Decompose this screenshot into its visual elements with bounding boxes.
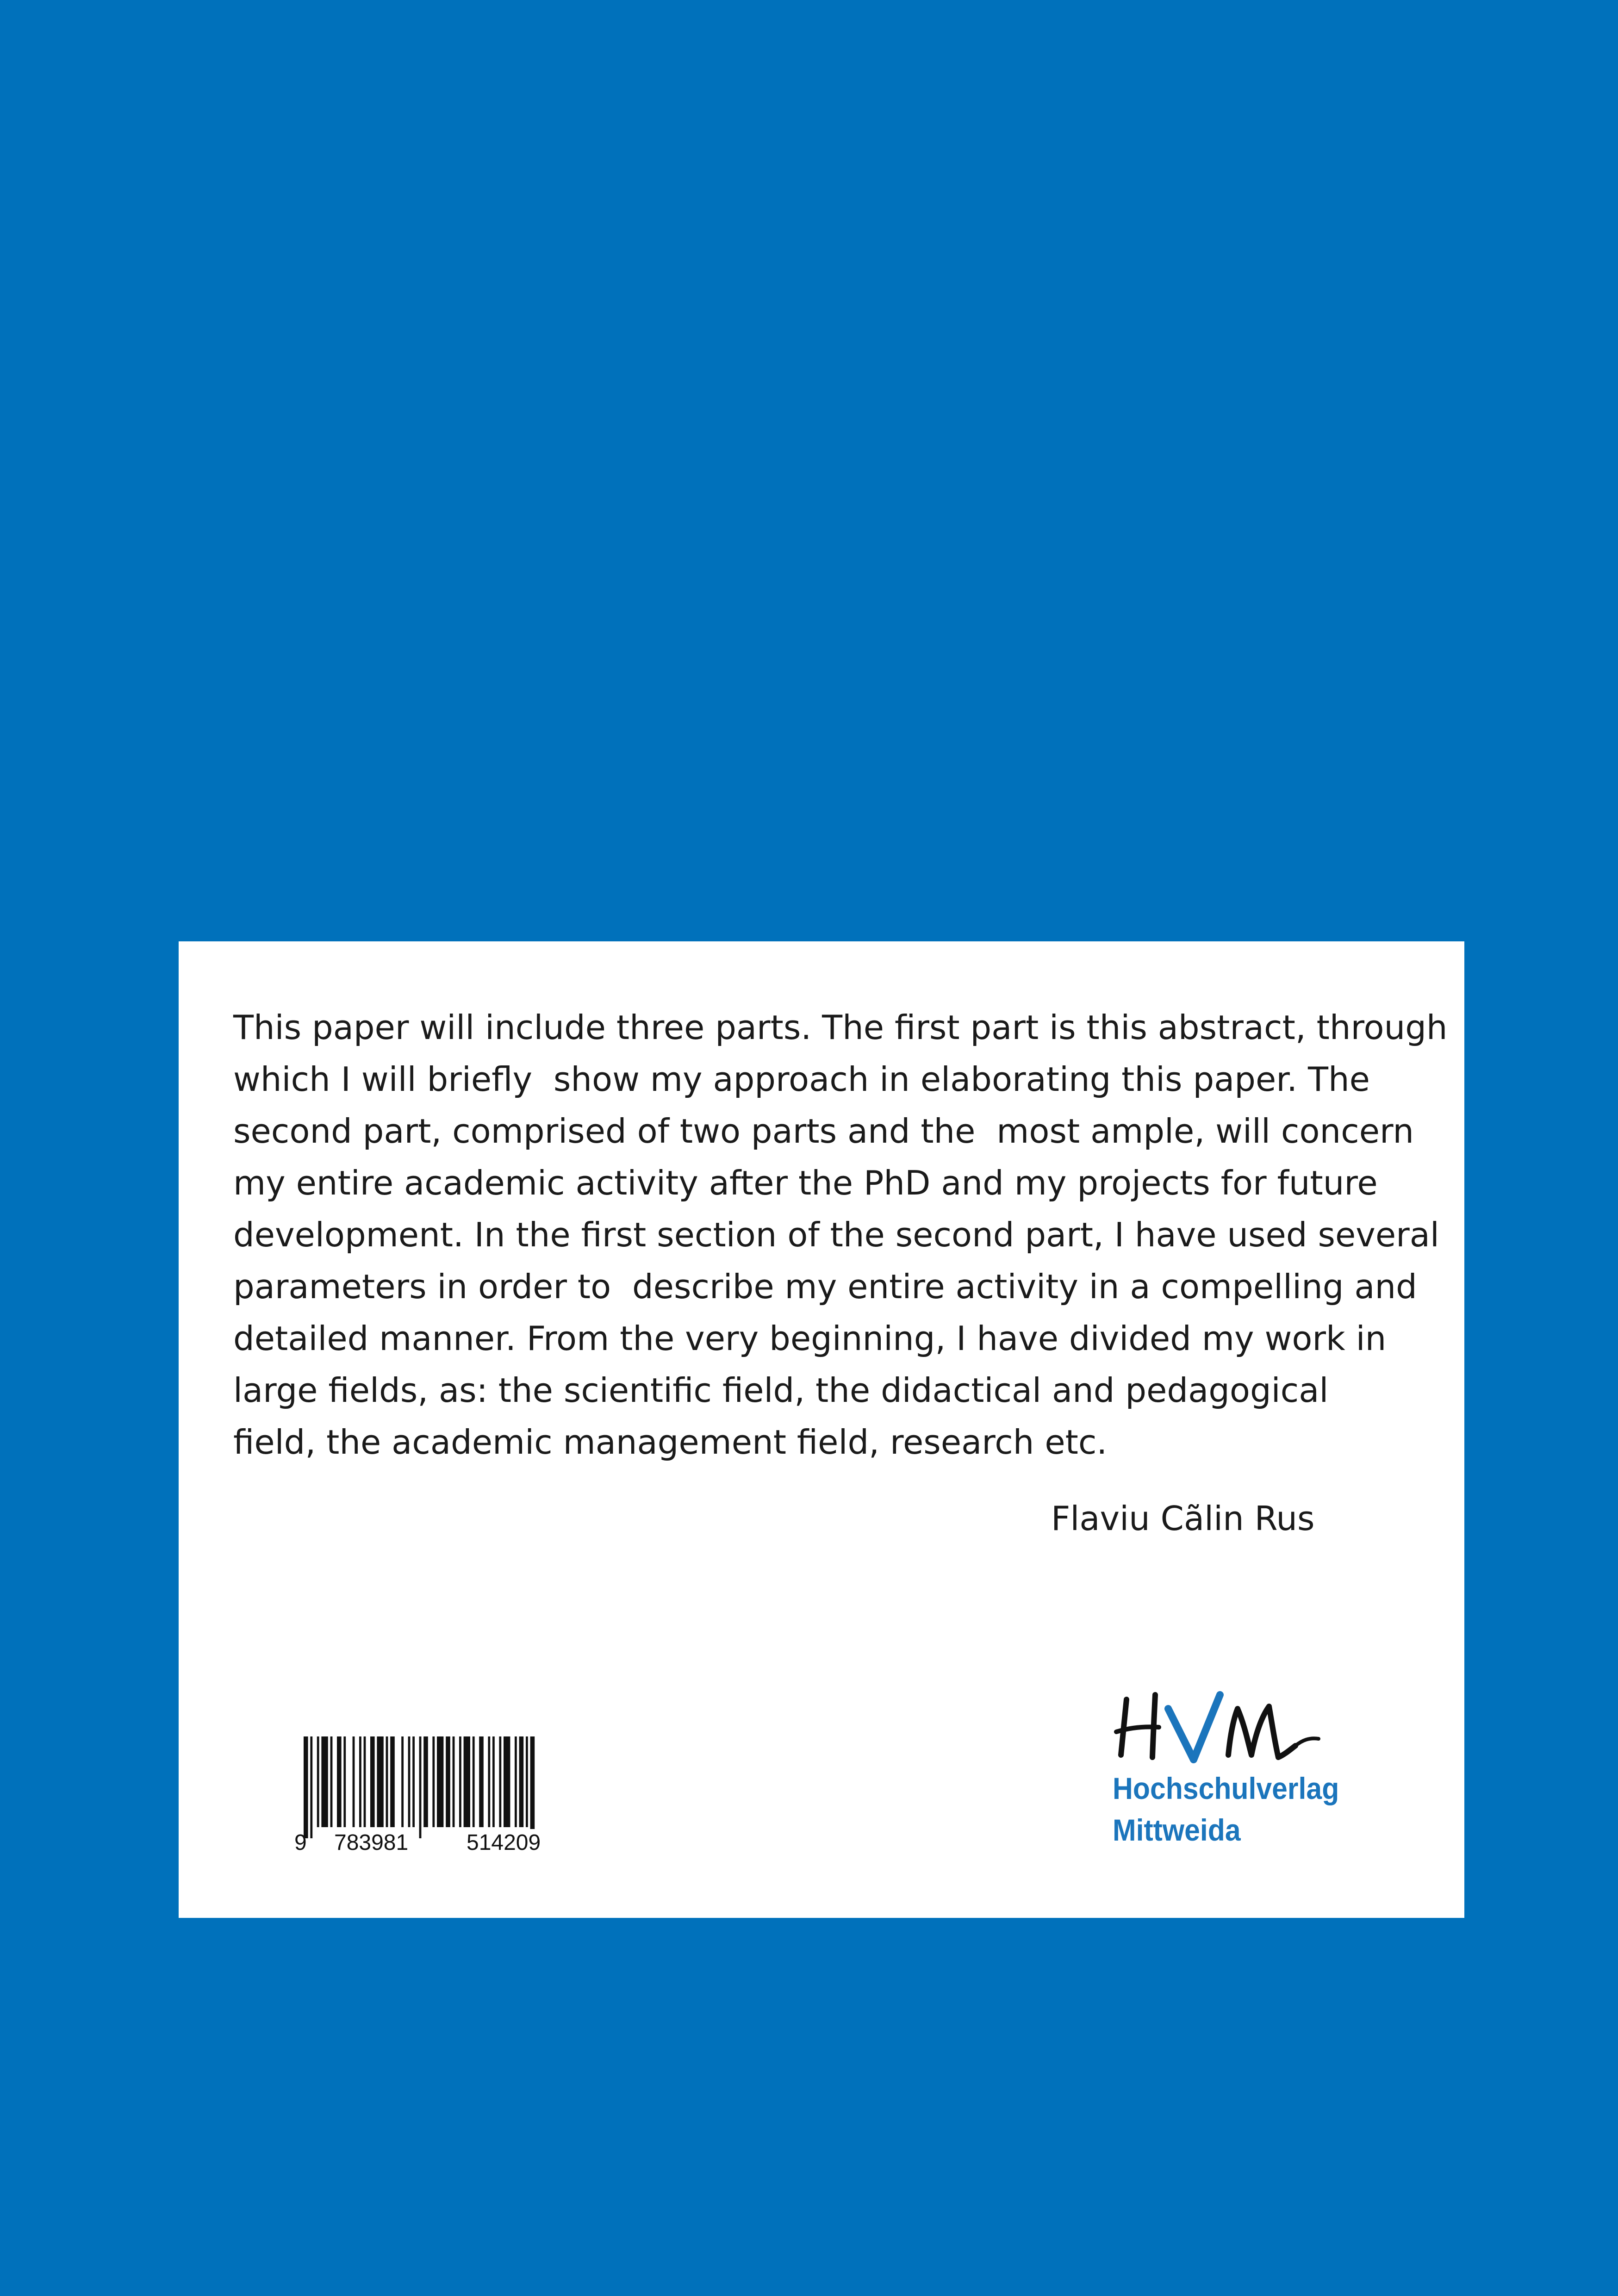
barcode-bar	[526, 1736, 528, 1827]
barcode-digit-group-1: 783981	[332, 1829, 410, 1857]
barcode-bar	[492, 1736, 495, 1827]
barcode-bar	[479, 1736, 484, 1827]
barcode-bar	[337, 1736, 342, 1827]
barcode-bar	[504, 1736, 510, 1827]
author-name: Flaviu Cãlin Rus	[1051, 1499, 1315, 1538]
barcode-bar	[453, 1736, 455, 1827]
hvm-logo-icon	[1113, 1681, 1326, 1769]
barcode-bar	[515, 1736, 517, 1827]
barcode-bar	[408, 1736, 411, 1827]
abstract-line: detailed manner. From the very beginning, I have divided my work in	[233, 1319, 1387, 1358]
barcode-bar	[310, 1736, 312, 1838]
barcode-bar	[353, 1736, 355, 1827]
barcode-bar	[519, 1736, 524, 1827]
publisher-name-line2: Mittweida	[1113, 1813, 1241, 1847]
abstract-line: This paper will include three parts. The first part is this abstract, through	[233, 1008, 1448, 1047]
barcode-bar	[317, 1736, 319, 1827]
barcode-bar	[390, 1736, 395, 1827]
abstract-text	[233, 1002, 1448, 1468]
abstract-line: field, the academic management field, research etc.	[233, 1423, 1108, 1462]
barcode-bar	[437, 1736, 443, 1827]
barcode-bar	[370, 1736, 375, 1827]
barcode-bar	[419, 1736, 422, 1838]
barcode-bar	[488, 1736, 490, 1827]
barcode-bar	[473, 1736, 475, 1827]
barcode-bar	[432, 1736, 435, 1827]
abstract-panel	[179, 941, 1464, 1918]
barcode-bar	[464, 1736, 470, 1827]
barcode-bar	[423, 1736, 428, 1827]
barcode-digit-group-2: 514209	[465, 1829, 542, 1857]
barcode-bar	[343, 1736, 346, 1827]
abstract-line: development. In the first section of the second part, I have used several	[233, 1215, 1439, 1254]
abstract-line: which I will briefly show my approach in elaborating this paper. The	[233, 1060, 1370, 1099]
barcode-bar	[364, 1736, 366, 1827]
abstract-line: parameters in order to describe my entire activity in a compelling and	[233, 1267, 1417, 1306]
barcode-bar	[412, 1736, 415, 1827]
barcode-lead-digit: 9	[294, 1830, 307, 1855]
abstract-line: my entire academic activity after the PhD and my projects for future	[233, 1164, 1378, 1202]
barcode-bar	[330, 1736, 333, 1827]
barcode-bar	[386, 1736, 388, 1827]
barcode-bar	[499, 1736, 501, 1827]
abstract-line: second part, comprised of two parts and the most ample, will concern	[233, 1112, 1414, 1151]
isbn-barcode	[294, 1736, 581, 1857]
barcode-bar	[321, 1736, 328, 1827]
publisher-name-line1: Hochschulverlag	[1113, 1771, 1339, 1805]
barcode-bar	[530, 1736, 535, 1838]
barcode-digits	[294, 1829, 581, 1857]
barcode-bar	[377, 1736, 383, 1827]
publisher-logo	[1113, 1681, 1353, 1861]
barcode-bar	[401, 1736, 404, 1827]
abstract-line: large fields, as: the scientific field, the didactical and pedagogical	[233, 1371, 1329, 1410]
barcode-bar	[459, 1736, 461, 1827]
barcode-bar	[359, 1736, 361, 1827]
barcode-bar	[446, 1736, 450, 1827]
barcode-bar	[304, 1736, 308, 1838]
barcode-bars-icon	[294, 1736, 581, 1838]
